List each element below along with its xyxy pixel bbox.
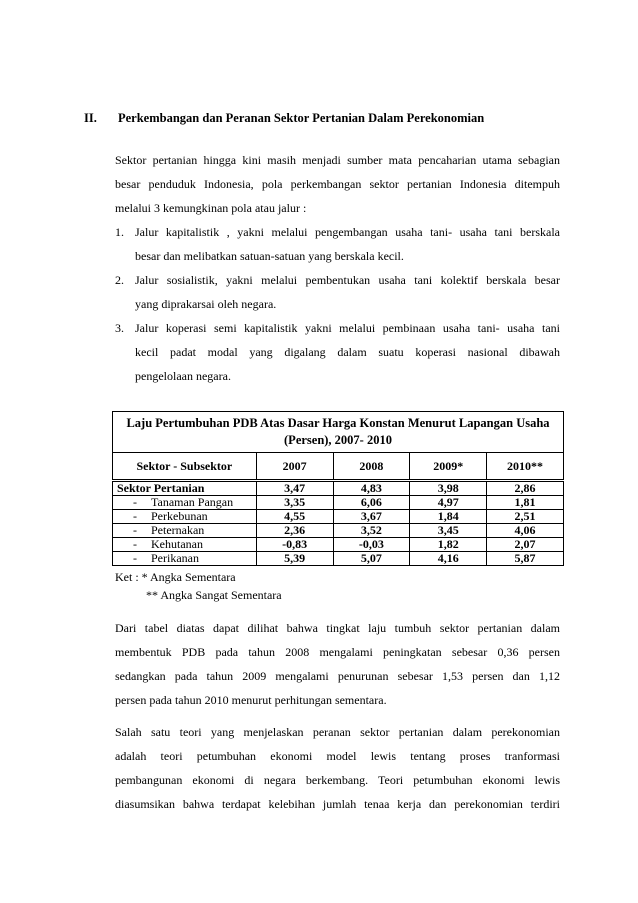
table-note: ** Angka Sangat Sementara (146, 588, 282, 602)
row-dash: - (133, 537, 137, 551)
paragraph-line: Dari tabel diatas dapat dilihat bahwa tingkat laju tumbuh sektor pertanian dalam (115, 621, 560, 635)
list-line: Jalur koperasi semi kapitalistik yakni melalui pembinaan usaha tani- usaha tani (135, 321, 560, 335)
cell-value: 3,67 (333, 510, 410, 524)
list-item (115, 316, 560, 388)
paragraph-line: sedangkan pada tahun 2009 mengalami penurunan sebesar 1,53 persen dan 1,12 (115, 669, 560, 683)
cell-value: 5,87 (487, 552, 564, 566)
table-caption-line: Laju Pertumbuhan PDB Atas Dasar Harga Konstan Menurut Lapangan Usaha (126, 416, 550, 430)
section-heading (84, 111, 484, 126)
row-label (113, 538, 257, 552)
cell-value: 4,06 (487, 524, 564, 538)
intro-paragraph (115, 148, 560, 220)
table-row (113, 496, 564, 510)
intro-line: melalui 3 kemungkinan pola atau jalur : (115, 201, 307, 215)
row-label (113, 552, 257, 566)
list-item (115, 268, 560, 316)
cell-value: 3,45 (410, 524, 487, 538)
theory-paragraph (115, 720, 560, 816)
list-line: besar dan melibatkan satuan-satuan yang berskala kecil. (135, 249, 404, 263)
row-label-text: Peternakan (151, 523, 205, 537)
table-note: Ket : * Angka Sementara (115, 570, 236, 584)
row-dash: - (133, 495, 137, 509)
paragraph-line: diasumsikan bahwa terdapat kelebihan jumlah tenaa kerja dan perekonomian terdiri (115, 797, 560, 811)
table-row (113, 524, 564, 538)
paragraph-line: persen pada tahun 2010 menurut perhitungan sementara. (115, 693, 387, 707)
cell-value: 3,47 (256, 481, 333, 496)
cell-value: -0,83 (256, 538, 333, 552)
row-label-text: Kehutanan (151, 537, 203, 551)
list-item (115, 220, 560, 268)
row-label-text: Tanaman Pangan (151, 495, 234, 509)
row-dash: - (133, 523, 137, 537)
section-title: Perkembangan dan Peranan Sektor Pertanian Dalam Perekonomian (118, 111, 485, 125)
column-header: 2007 (256, 453, 333, 481)
column-header: 2008 (333, 453, 410, 481)
cell-value: 4,16 (410, 552, 487, 566)
list-line: Jalur kapitalistik , yakni melalui pengembangan usaha tani- usaha tani berskala (135, 225, 560, 239)
cell-value: 2,07 (487, 538, 564, 552)
row-label (113, 496, 257, 510)
row-label-text: Perkebunan (151, 509, 208, 523)
cell-value: 3,52 (333, 524, 410, 538)
table-caption-line: (Persen), 2007- 2010 (284, 433, 392, 447)
row-dash: - (133, 551, 137, 565)
column-header: 2009* (410, 453, 487, 481)
list-marker: 3. (115, 321, 124, 335)
table-row (113, 481, 564, 496)
paragraph-line: pembangunan ekonomi di negara berkembang. Teori petumbuhan ekonomi lewis (115, 773, 560, 787)
list-line: yang diprakarsai oleh negara. (135, 297, 277, 311)
cell-value: 2,36 (256, 524, 333, 538)
cell-value: 3,98 (410, 481, 487, 496)
pdb-growth-table (112, 411, 564, 566)
paragraph-line: Salah satu teori yang menjelaskan peranan sektor pertanian dalam perekonomian (115, 725, 560, 739)
cell-value: 1,81 (487, 496, 564, 510)
cell-value: 4,83 (333, 481, 410, 496)
cell-value: 2,51 (487, 510, 564, 524)
table-header-row (113, 453, 564, 481)
cell-value: 4,55 (256, 510, 333, 524)
cell-value: 2,86 (487, 481, 564, 496)
list-line: Jalur sosialistik, yakni melalui pembentukan usaha tani kolektif berskala besar (135, 273, 560, 287)
row-label (113, 510, 257, 524)
cell-value: 5,07 (333, 552, 410, 566)
table-row (113, 552, 564, 566)
row-label (113, 524, 257, 538)
cell-value: 3,35 (256, 496, 333, 510)
cell-value: -0,03 (333, 538, 410, 552)
table-row (113, 538, 564, 552)
paragraph-line: membentuk PDB pada tahun 2008 mengalami peningkatan sebesar 0,36 persen (115, 645, 560, 659)
table-caption (113, 412, 564, 453)
row-dash: - (133, 509, 137, 523)
table-row (113, 510, 564, 524)
intro-line: besar penduduk Indonesia, pola perkembangan sektor pertanian Indonesia ditempuh (115, 177, 560, 191)
list-line: kecil padat modal yang digalang dalam suatu koperasi nasional dibawah (135, 345, 560, 359)
list-line: pengelolaan negara. (135, 369, 231, 383)
list-marker: 2. (115, 273, 124, 287)
row-label-text: Perikanan (151, 551, 199, 565)
list-marker: 1. (115, 225, 124, 239)
column-header: Sektor - Subsektor (113, 453, 257, 481)
cell-value: 6,06 (333, 496, 410, 510)
cell-value: 4,97 (410, 496, 487, 510)
analysis-paragraph (115, 616, 560, 712)
row-label: Sektor Pertanian (113, 481, 257, 496)
cell-value: 1,84 (410, 510, 487, 524)
column-header: 2010** (487, 453, 564, 481)
section-number: II. (84, 111, 97, 125)
paragraph-line: adalah teori petumbuhan ekonomi model lewis tentang proses tranformasi (115, 749, 560, 763)
cell-value: 1,82 (410, 538, 487, 552)
intro-line: Sektor pertanian hingga kini masih menjadi sumber mata pencaharian utama sebagian (115, 153, 560, 167)
cell-value: 5,39 (256, 552, 333, 566)
